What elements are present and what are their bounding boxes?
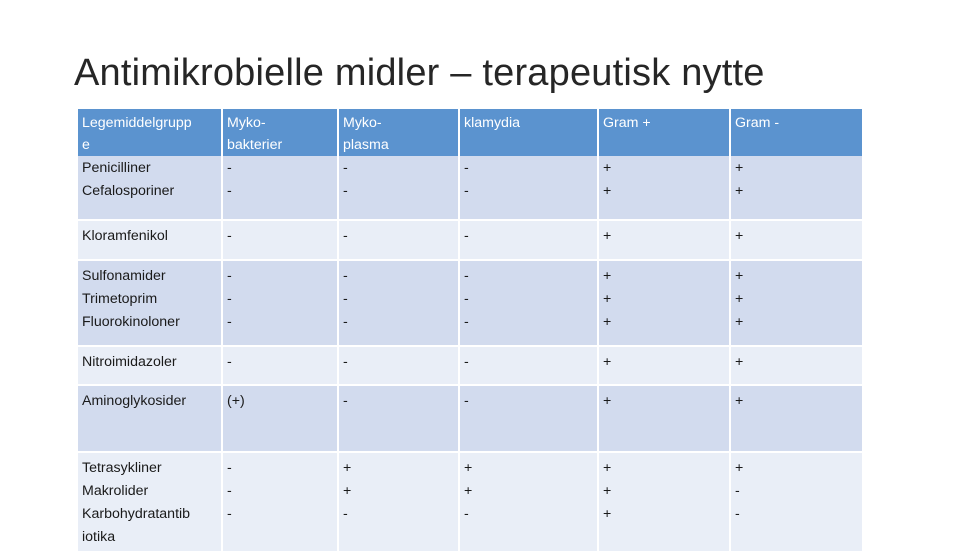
cell-line: + <box>603 228 612 244</box>
klamydia-cell <box>459 156 598 220</box>
header-klamydia: klamydia <box>459 109 598 156</box>
cell-line: - <box>343 228 348 244</box>
drug-cell <box>77 385 222 452</box>
cell-line: + <box>735 354 744 370</box>
cell-line: Makrolider <box>82 483 149 499</box>
cell-line: - <box>343 160 348 176</box>
cell-line: Tetrasykliner <box>82 460 162 476</box>
cell-line: + <box>603 314 612 330</box>
header-mykobakterier: Myko- bakterier <box>222 109 338 156</box>
cell-line: - <box>227 314 232 330</box>
drug-cell <box>77 156 222 220</box>
cell-line: - <box>464 393 469 409</box>
cell-line: - <box>343 268 348 284</box>
table-row <box>77 156 863 220</box>
header-row <box>77 109 863 156</box>
cell-line: - <box>227 460 232 476</box>
gram-negative-cell <box>730 385 863 452</box>
gram-negative-cell <box>730 346 863 385</box>
gram-negative-cell <box>730 220 863 260</box>
cell-line: - <box>464 506 469 522</box>
cell-line: Fluorokinoloner <box>82 314 180 330</box>
gram-negative-cell <box>730 452 863 552</box>
cell-line: + <box>603 183 612 199</box>
mykobakterier-cell <box>222 385 338 452</box>
cell-line: - <box>464 314 469 330</box>
mykobakterier-cell <box>222 156 338 220</box>
table-container <box>76 109 862 553</box>
cell-line: - <box>227 483 232 499</box>
header-gram-positive: Gram + <box>598 109 730 156</box>
mykobakterier-cell <box>222 346 338 385</box>
cell-line: - <box>464 268 469 284</box>
gram-negative-cell <box>730 260 863 346</box>
cell-line: + <box>735 291 744 307</box>
cell-line: + <box>603 460 612 476</box>
cell-line: + <box>603 354 612 370</box>
klamydia-cell <box>459 452 598 552</box>
cell-line: Sulfonamider <box>82 268 166 284</box>
cell-line: - <box>227 160 232 176</box>
cell-line: - <box>464 354 469 370</box>
mykobakterier-cell <box>222 260 338 346</box>
table-row <box>77 385 863 452</box>
cell-line: + <box>735 314 744 330</box>
cell-line: iotika <box>82 529 116 545</box>
klamydia-cell <box>459 346 598 385</box>
cell-line: - <box>464 291 469 307</box>
drug-cell <box>77 260 222 346</box>
gram-positive-cell <box>598 220 730 260</box>
cell-line: + <box>735 183 744 199</box>
cell-line: + <box>735 228 744 244</box>
cell-line: + <box>464 460 473 476</box>
cell-line: + <box>735 393 744 409</box>
cell-line: - <box>343 393 348 409</box>
gram-positive-cell <box>598 385 730 452</box>
cell-line: - <box>464 160 469 176</box>
cell-line: + <box>735 160 744 176</box>
cell-line: - <box>227 268 232 284</box>
mykoplasma-cell <box>338 385 459 452</box>
cell-line: + <box>603 268 612 284</box>
cell-line: - <box>227 354 232 370</box>
cell-line: + <box>343 460 352 476</box>
cell-line: Penicilliner <box>82 160 151 176</box>
cell-line: - <box>343 506 348 522</box>
gram-positive-cell <box>598 452 730 552</box>
cell-line: - <box>735 483 740 499</box>
table-row <box>77 220 863 260</box>
header-drug-group: Legemiddelgrupp e <box>77 109 222 156</box>
drug-cell <box>77 346 222 385</box>
cell-line: (+) <box>227 393 245 409</box>
cell-line: + <box>735 460 744 476</box>
cell-line: + <box>735 268 744 284</box>
table-row <box>77 452 863 552</box>
efficacy-table <box>76 109 864 553</box>
mykobakterier-cell <box>222 452 338 552</box>
klamydia-cell <box>459 260 598 346</box>
cell-line: - <box>343 314 348 330</box>
slide-title: Antimikrobielle midler – terapeutisk nytte <box>74 52 765 94</box>
klamydia-cell <box>459 385 598 452</box>
cell-line: + <box>603 506 612 522</box>
cell-line: - <box>227 506 232 522</box>
cell-line: - <box>343 354 348 370</box>
cell-line: + <box>603 160 612 176</box>
klamydia-cell <box>459 220 598 260</box>
cell-line: + <box>603 483 612 499</box>
cell-line: - <box>735 506 740 522</box>
gram-positive-cell <box>598 346 730 385</box>
cell-line: Kloramfenikol <box>82 228 168 244</box>
header-mykoplasma: Myko- plasma <box>338 109 459 156</box>
mykobakterier-cell <box>222 220 338 260</box>
cell-line: - <box>227 228 232 244</box>
cell-line: - <box>343 183 348 199</box>
header-gram-negative: Gram - <box>730 109 863 156</box>
gram-positive-cell <box>598 260 730 346</box>
cell-line: + <box>603 291 612 307</box>
cell-line: Trimetoprim <box>82 291 158 307</box>
cell-line: - <box>464 228 469 244</box>
table-row <box>77 260 863 346</box>
table-row <box>77 346 863 385</box>
cell-line: Nitroimidazoler <box>82 354 177 370</box>
mykoplasma-cell <box>338 220 459 260</box>
gram-negative-cell <box>730 156 863 220</box>
drug-cell <box>77 452 222 552</box>
cell-line: + <box>464 483 473 499</box>
mykoplasma-cell <box>338 346 459 385</box>
cell-line: + <box>603 393 612 409</box>
drug-cell <box>77 220 222 260</box>
mykoplasma-cell <box>338 260 459 346</box>
cell-line: Aminoglykosider <box>82 393 187 409</box>
cell-line: - <box>227 291 232 307</box>
gram-positive-cell <box>598 156 730 220</box>
cell-line: - <box>343 291 348 307</box>
cell-line: + <box>343 483 352 499</box>
cell-line: Cefalosporiner <box>82 183 175 199</box>
mykoplasma-cell <box>338 452 459 552</box>
mykoplasma-cell <box>338 156 459 220</box>
cell-line: - <box>464 183 469 199</box>
cell-line: Karbohydratantib <box>82 506 191 522</box>
cell-line: - <box>227 183 232 199</box>
